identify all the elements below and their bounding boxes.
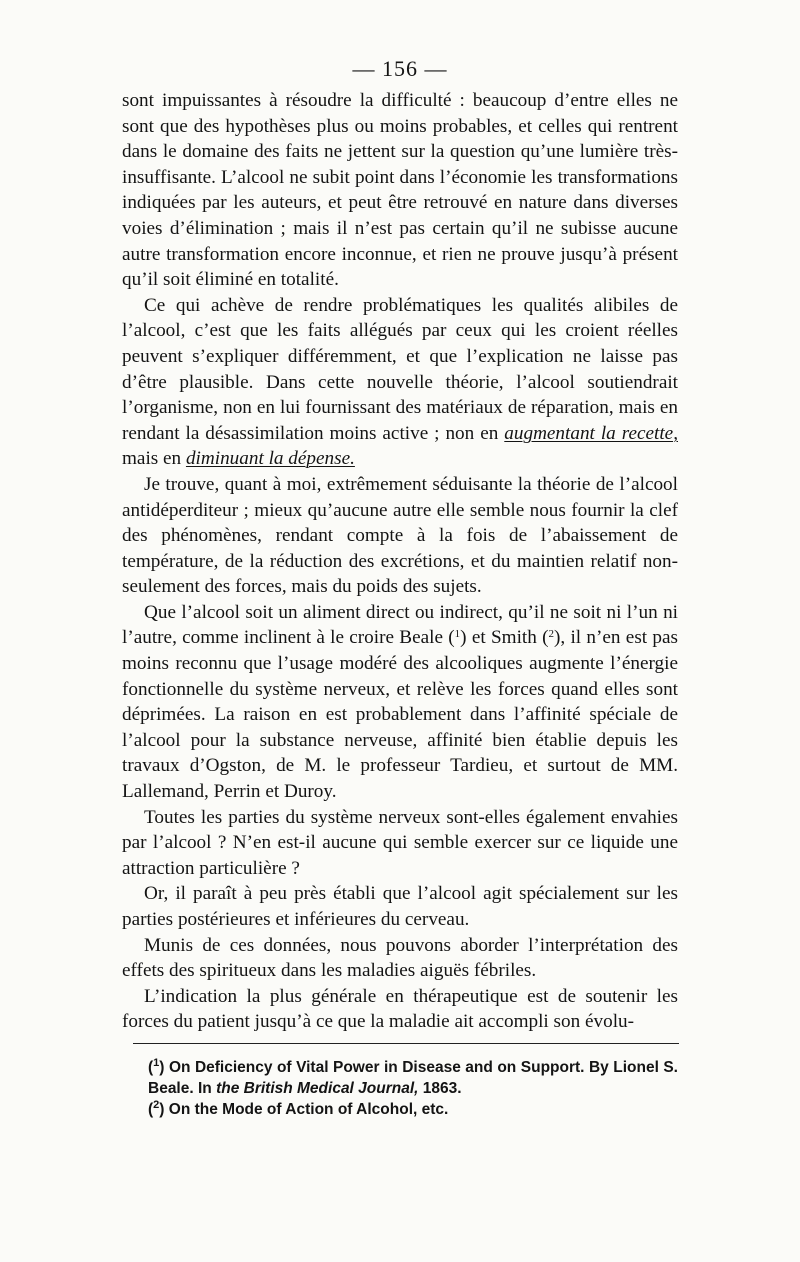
footnote-2-text: On the Mode of Action of Alcohol, etc. [164, 1101, 449, 1118]
footnote-1: ($^1$) On Deficiency of Vital Power in Disease and on Support. By Lionel S. Beale. In the British Medical Journal, 1863. [148, 1057, 678, 1097]
footnote-divider [133, 1043, 679, 1044]
footnote-2: ($^2$) On the Mode of Action of Alcohol, etc. [148, 1099, 449, 1118]
paragraph-2-text: Ce qui achève de rendre problématiques les qualités alibiles de l’alcool, c’est que les faits allégués par ceux qui les croient réelles peuvent s’expliquer différemment, et que l’explication ne laisse pas d’être plausible. Dans cette nouvelle théorie, l’alcool soutiendrait l’organisme, non en lui fournissant des matériaux de réparation, mais en rendant la désassimilation moins active ; non en [122, 294, 678, 444]
paragraph-3: Je trouve, quant à moi, extrêmement séduisante la théorie de l’alcool antidéperditeur ; mieux qu’aucune autre elle semble nous fournir la clef des phénomènes, rendant compte à la fois de l’abaissement de température, de la réduction des excrétions, et du maintien relatif non-seulement des forces, mais du poids des sujets. [122, 473, 678, 598]
paragraph-4-text: Que l’alcool soit un aliment direct ou indirect, qu’il ne soit ni l’un ni l’autre, comme inclinent à le croire Beale ( [122, 601, 678, 649]
footnote-1-text: On Deficiency of Vital Power in Disease and on Support. By Lionel S. Beale. In [148, 1059, 678, 1097]
emphasis-augmenter: augmentant la recette, [504, 422, 678, 444]
page-number: — 156 — [352, 56, 448, 81]
footnote-1-year: 1863. [418, 1080, 462, 1097]
footnote-ref-1[interactable]: 1 [454, 628, 461, 641]
paragraph-8: L’indication la plus générale en thérapeutique est de soutenir les forces du patient jusqu’à ce que la maladie ait accompli son évolu- [122, 985, 678, 1033]
paragraph-7: Munis de ces données, nous pouvons aborder l’interprétation des effets des spiritueux dans les maladies aiguës fébriles. [122, 934, 678, 982]
paragraph-4 [122, 600, 678, 805]
emphasis-diminuer: diminuant la dépense. [185, 448, 355, 470]
footnote-ref-2[interactable]: 2 [548, 628, 554, 641]
footnotes [138, 1057, 678, 1120]
paragraph-4-text-end: ), il n’en est pas moins reconnu que l’usage modéré des alcooliques augmente l’énergie fonctionnelle du système nerveux, et relève les forces quand elles sont déprimées. La raison en est probablement dans l’affinité spéciale de l’alcool pour la substance nerveuse, affinité bien établie depuis les travaux d’Ogston, de M. le professeur Tardieu, et surtout de MM. Lallemand, Perrin et Duroy. [122, 627, 678, 803]
paragraph-6: Or, il paraît à peu près établi que l’alcool agit spécialement sur les parties postérieures et inférieures du cerveau. [122, 883, 678, 930]
footnote-1-journal: the British Medical Journal, [216, 1080, 419, 1097]
paragraph-2-text-mid: mais en [122, 448, 186, 470]
footnote-2-mark: 2 [153, 1099, 160, 1111]
footnote-1-mark: 1 [153, 1057, 160, 1069]
paragraph-4-text-mid: ) et Smith ( [460, 627, 549, 649]
paragraph-2 [122, 293, 678, 472]
paragraph-1: sont impuissantes à résoudre la difficulté : beaucoup d’entre elles ne sont que des hypothèses plus ou moins probables, et celles qui rentrent dans le domaine des faits ne jettent sur la question qu’une lumière très-insuffisante. L’alcool ne subit point dans l’économie les transformations indiquées par les auteurs, et peut être retrouvé en nature dans diverses voies d’élimination ; mais il n’est pas certain qu’il ne subisse aucune autre transformation encore inconnue, et rien ne prouve jusqu’à présent qu’il soit éliminé en totalité. [122, 90, 678, 291]
body-text [122, 88, 678, 1035]
paragraph-5: Toutes les parties du système nerveux sont-elles également envahies par l’alcool ? N’en est-il aucune qui semble exercer sur ce liquide une attraction particulière ? [122, 806, 678, 879]
